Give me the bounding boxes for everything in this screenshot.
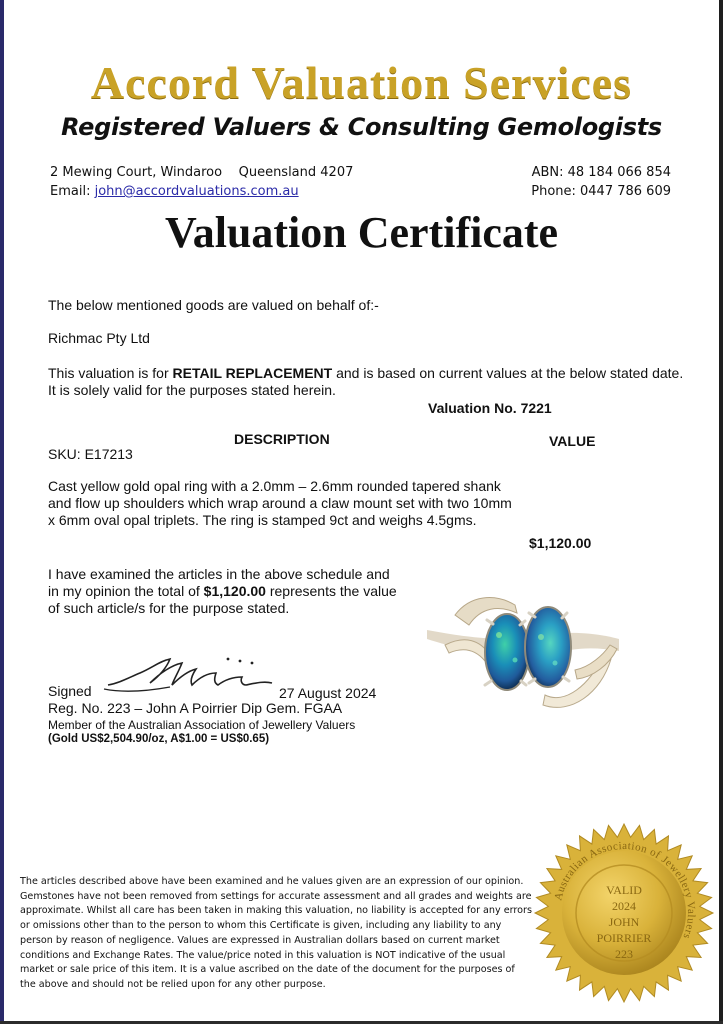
- email-label: Email:: [50, 184, 91, 199]
- intro-text: The below mentioned goods are valued on behalf of:-: [48, 297, 379, 313]
- seal-line-1: VALID: [606, 883, 642, 897]
- page-edge-left: [0, 0, 4, 1024]
- opinion-suffix: represents the value of such article/s for the purpose stated.: [48, 583, 397, 616]
- seal-line-4: POIRRIER: [596, 931, 652, 945]
- opal-ring-photo: [425, 575, 620, 735]
- signed-label: Signed: [48, 683, 92, 699]
- brand-name: Accord Valuation Services: [90, 57, 633, 108]
- seal-line-5: 223: [615, 947, 633, 961]
- address: 2 Mewing Court, Windaroo Queensland 4207: [50, 165, 354, 180]
- gold-exchange-rate: (Gold US$2,504.90/oz, A$1.00 = US$0.65): [48, 733, 270, 745]
- client-name: Richmac Pty Ltd: [48, 330, 150, 346]
- certificate-title: Valuation Certificate: [164, 208, 559, 257]
- opinion-statement: [48, 566, 398, 617]
- value-heading: VALUE: [549, 433, 596, 449]
- opinion-prefix: I have examined the articles in the above schedule and in my opinion the total of: [48, 566, 390, 599]
- signed-date: 27 August 2024: [279, 685, 377, 701]
- page-edge-right: [719, 0, 723, 1024]
- contact-business-block: [531, 163, 671, 201]
- email-link[interactable]: john@accordvaluations.com.au: [94, 184, 299, 199]
- gold-seal: [533, 822, 715, 1004]
- purpose-prefix: This valuation is for: [48, 365, 173, 381]
- seal-line-2: 2024: [612, 899, 636, 913]
- disclaimer-text: The articles described above have been examined and he values given are an expression of our opinion. Gemstones have not been removed from settings for accurate assessment and all grades and weights are approximate. Whilst all care has been taken in making this valuation, no liability is accepted for any errors or omissions other than to the person to whom this Certificate is given, including any liability to any person by reason of negligence. Values are expressed in Australian dollars based on current market conditions and Exchange Rates. The value/price noted in this valuation is NOT indicative of the usual market or sale price of this item. It is a value ascribed on the date of the document for the purposes of the above and should not be relied upon for any other purpose.: [20, 876, 532, 990]
- seal-ring-text: Australian Association of Jewellery Valuers: [552, 839, 698, 941]
- sku: SKU: E17213: [48, 446, 133, 462]
- purpose-statement: [48, 365, 688, 399]
- handwritten-signature: [100, 643, 280, 703]
- purpose-type: RETAIL REPLACEMENT: [172, 365, 333, 381]
- valuation-number: Valuation No. 7221: [428, 400, 552, 416]
- opinion-total: $1,120.00: [203, 583, 266, 599]
- item-value: $1,120.00: [529, 535, 592, 551]
- item-description: Cast yellow gold opal ring with a 2.0mm – 2.6mm rounded tapered shank and flow up shoulders which wrap around a claw mount set with two 10mm x 6mm oval opal triplets. The ring is stamped 9ct and weighs 4.5gms.: [48, 478, 512, 528]
- brand-tagline: Registered Valuers & Consulting Gemologists: [61, 113, 662, 141]
- purpose-suffix: and is based on current values at the below stated date. It is solely valid for the purposes stated herein.: [48, 365, 684, 398]
- description-heading: DESCRIPTION: [234, 431, 330, 447]
- valuer-membership: Member of the Australian Association of Jewellery Valuers: [48, 718, 356, 732]
- seal-line-3: JOHN: [608, 915, 640, 929]
- phone: Phone: 0447 786 609: [531, 184, 671, 199]
- valuer-registration: Reg. No. 223 – John A Poirrier Dip Gem. FGAA: [48, 700, 343, 716]
- email-line: [50, 182, 353, 201]
- contact-address-block: [50, 163, 353, 201]
- abn: ABN: 48 184 066 854: [531, 165, 671, 180]
